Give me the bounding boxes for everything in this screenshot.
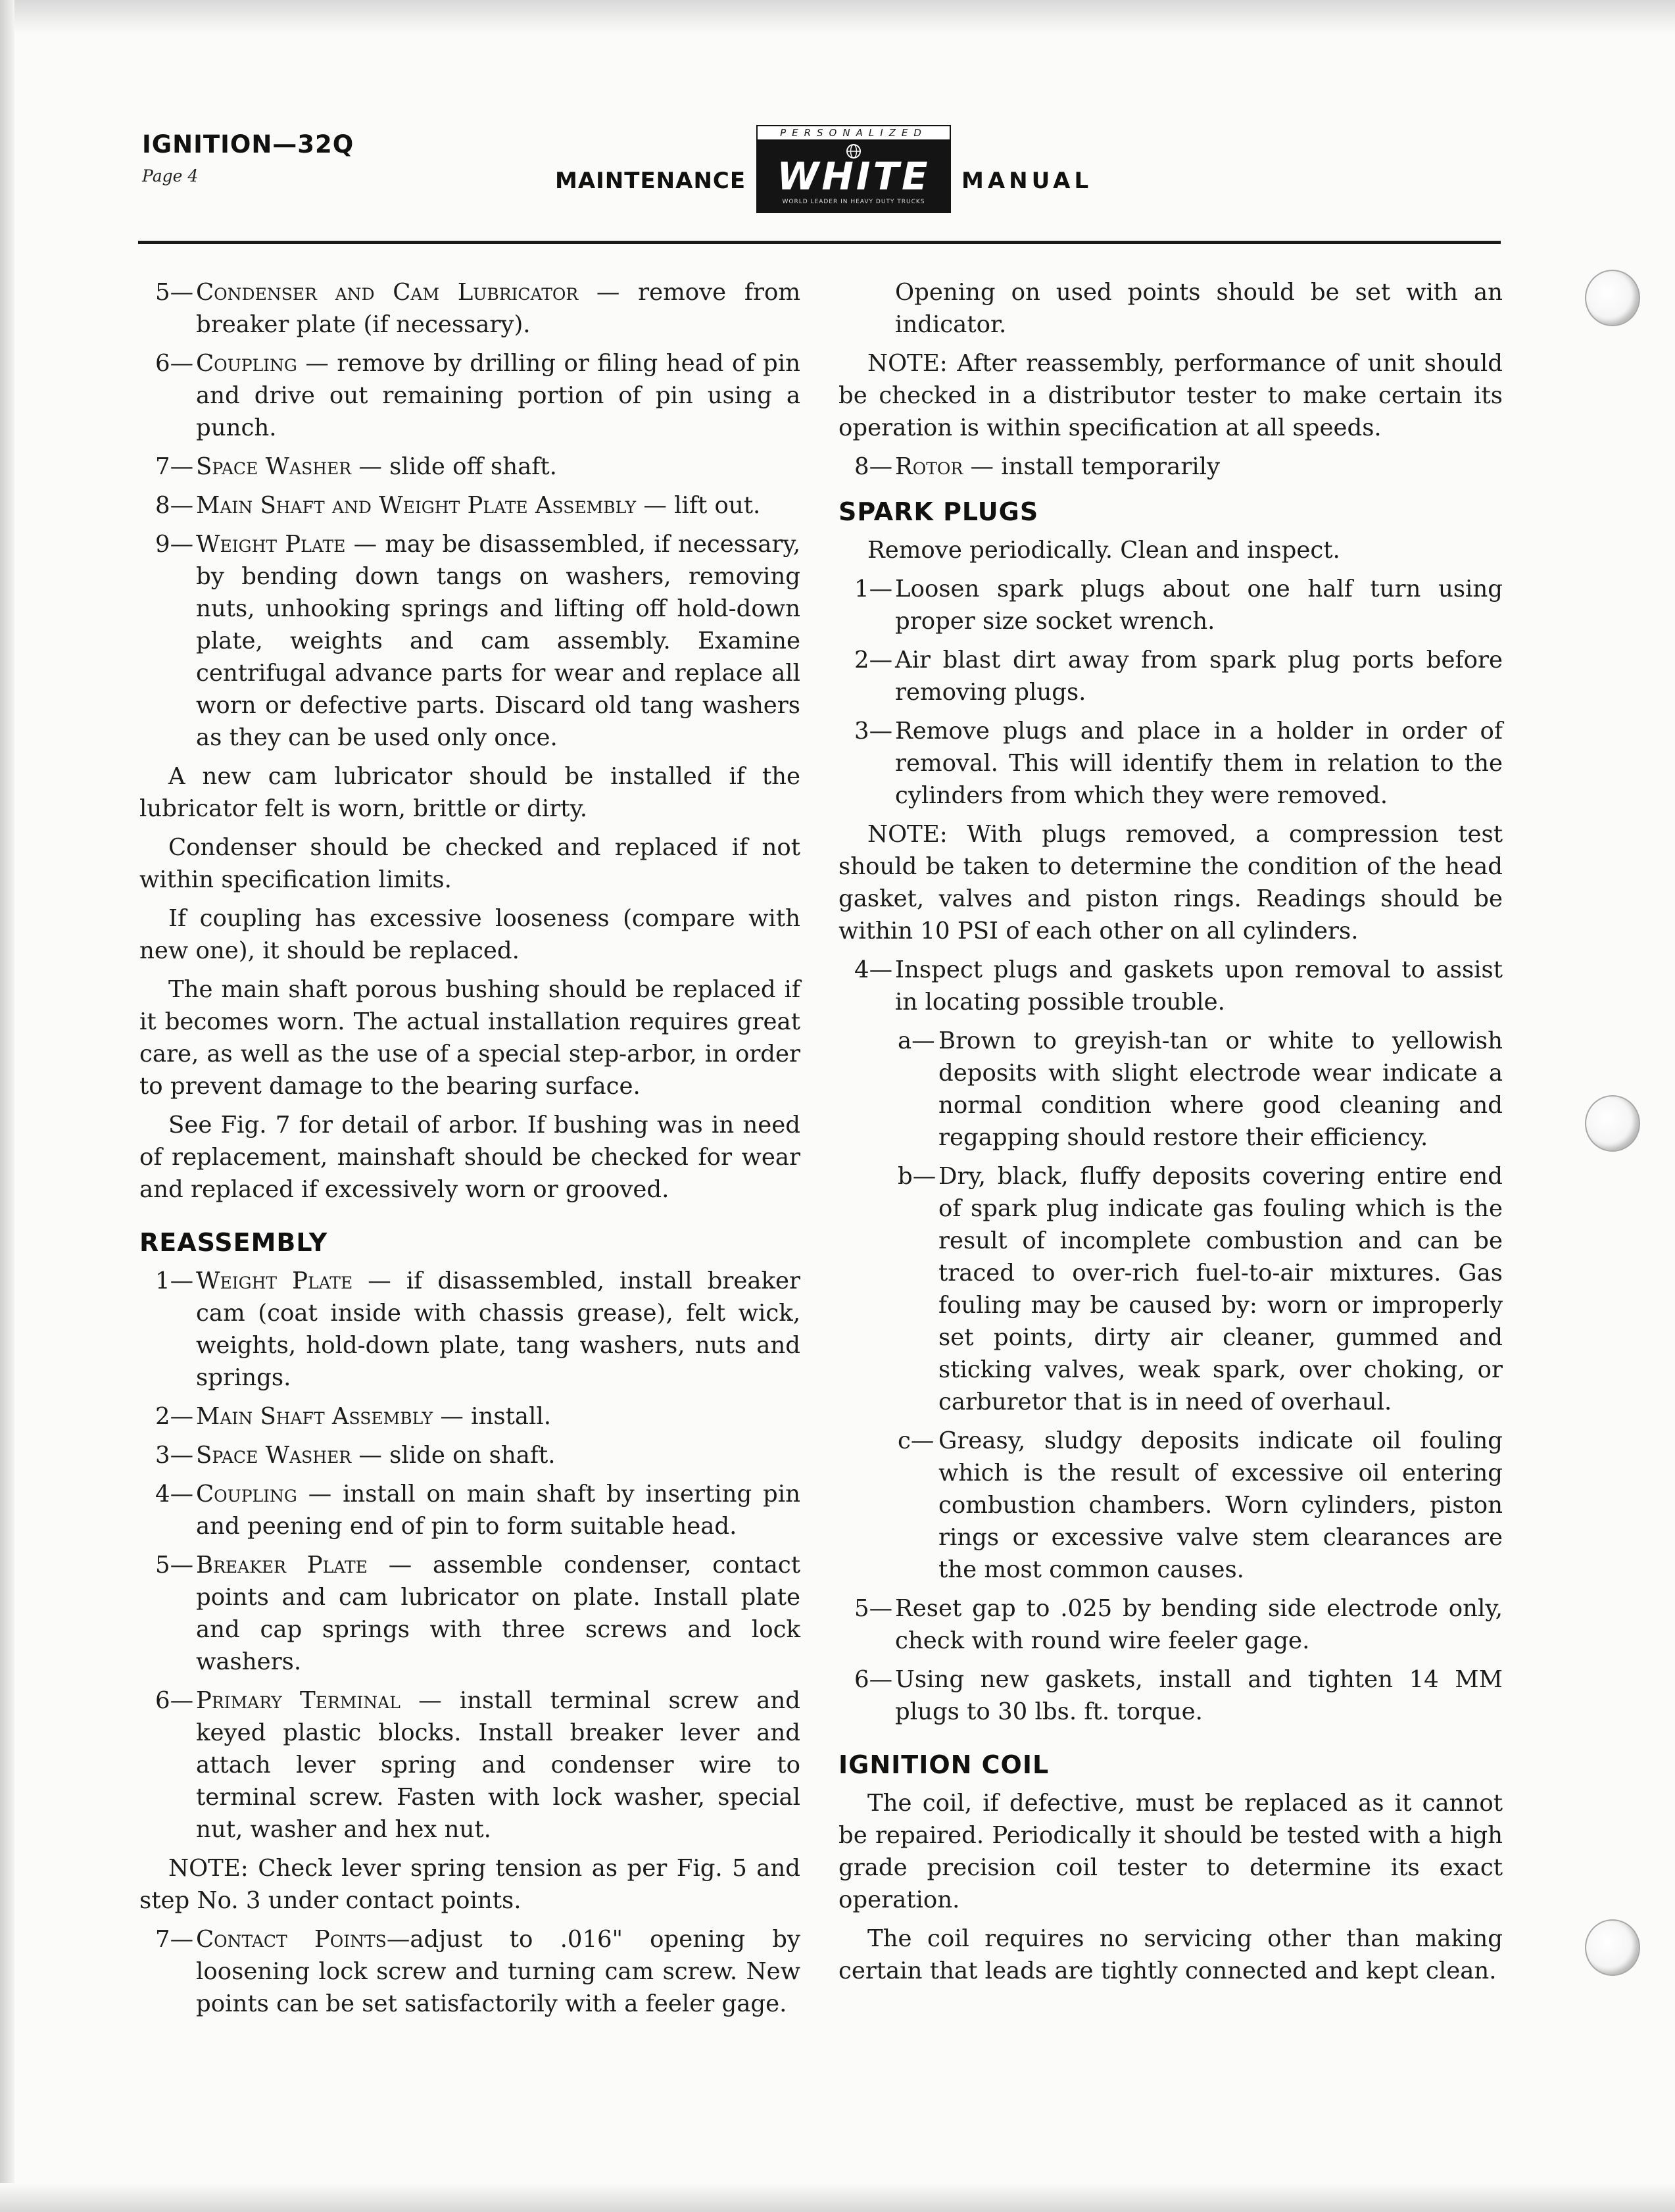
step-term: Main Shaft Assembly [196, 1403, 433, 1430]
step-text: Air blast dirt away from spark plug ports before removing plugs. [895, 647, 1503, 706]
header-manual: MANUAL [961, 168, 1093, 194]
step-text: — if disassembled, install breaker cam (coat inside with chassis grease), felt wick, weights, hold-down plate, tang washers, nuts and springs. [196, 1267, 800, 1391]
scan-shadow-left [0, 0, 14, 2212]
reassembly-step [139, 1439, 800, 1471]
section-header [142, 130, 354, 185]
step-term: Contact Points [196, 1926, 387, 1953]
step-term: Weight Plate [196, 1267, 353, 1294]
step-text: — install temporarily [963, 453, 1221, 480]
paragraph: See Fig. 7 for detail of arbor. If bushing was in need of replacement, mainshaft should be checked for wear and replaced if excessively worn or grooved. [139, 1112, 800, 1203]
sub-text: Brown to greyish-tan or white to yellowish deposits with slight electrode wear indicate a normal condition where good cleaning and regapping should restore their efficiency. [938, 1027, 1503, 1151]
punch-hole-top [1585, 270, 1640, 326]
step-number: 3— [854, 718, 893, 745]
header-maintenance: MAINTENANCE [555, 168, 746, 194]
step-text: — install terminal screw and keyed plastic blocks. Install breaker lever and attach lever spring and condenser wire to terminal screw. Fasten with lock washer, special nut, washer and hex nut. [196, 1687, 801, 1843]
step-number: 9— [155, 531, 194, 558]
step-number: 1— [854, 576, 893, 602]
step-number: 2— [155, 1403, 194, 1430]
step-number: 5— [854, 1595, 893, 1622]
spark-plug-step [838, 644, 1503, 708]
step-text: — lift out. [636, 492, 761, 519]
step-text: Loosen spark plugs about one half turn using proper size socket wrench. [895, 576, 1503, 635]
step-number: 1— [155, 1267, 194, 1294]
scan-shadow-top [0, 0, 1675, 34]
step-number: 6— [155, 1687, 194, 1714]
page-number: Page 4 [142, 166, 199, 185]
paragraph: Condenser should be checked and replaced if not within specification limits. [139, 834, 800, 893]
step-term: Space Washer [196, 453, 352, 480]
step-text: — assemble condenser, contact points and cam lubricator on plate. Install plate and cap springs with three screws and lock washers. [196, 1552, 800, 1675]
reassembly-step [139, 1923, 800, 2020]
header-rule [138, 241, 1501, 244]
reassembly-step [838, 451, 1503, 483]
punch-hole-bottom [1585, 1919, 1640, 1976]
step-term: Condenser and Cam Lubricator [196, 279, 579, 306]
step-text: — slide on shaft. [351, 1442, 556, 1469]
step-text: Inspect plugs and gaskets upon removal to assist in locating possible trouble. [895, 956, 1503, 1016]
step-text: Reset gap to .025 by bending side electrode only, check with round wire feeler gage. [895, 1595, 1503, 1654]
spark-plug-step [838, 1592, 1503, 1657]
step-number: 7— [155, 1926, 194, 1953]
logo-body [756, 141, 951, 213]
reassembly-step [139, 1265, 800, 1394]
paragraph: The coil, if defective, must be replaced as it cannot be repaired. Periodically it should be tested with a high grade precision coil tester to determine its exact operation. [838, 1790, 1503, 1913]
step-number: 6— [155, 350, 194, 377]
note-paragraph: NOTE: After reassembly, performance of unit should be checked in a distributor tester to make certain its operation is within specification at all speeds. [838, 350, 1503, 441]
step-number: 5— [155, 279, 194, 306]
step-term: Primary Terminal [196, 1687, 401, 1714]
step-text: — install on main shaft by inserting pin and peening end of pin to form suitable head. [196, 1481, 800, 1540]
reassembly-step [139, 1684, 800, 1846]
sub-letter: b— [898, 1163, 936, 1190]
step-term: Breaker Plate [196, 1552, 368, 1579]
disassembly-step [139, 528, 800, 754]
step-number: 4— [155, 1481, 194, 1508]
step-term: Weight Plate [196, 531, 346, 558]
step-text: — slide off shaft. [351, 453, 557, 480]
sub-letter: c— [898, 1427, 935, 1454]
reassembly-step [139, 1400, 800, 1433]
step-number: 6— [854, 1666, 893, 1693]
spark-plug-step [838, 1663, 1503, 1728]
step-text: Remove plugs and place in a holder in order of removal. This will identify them in relation to the cylinders from which they were removed. [895, 718, 1503, 809]
step-number: 5— [155, 1552, 194, 1579]
paragraph: If coupling has excessive looseness (compare with new one), it should be replaced. [139, 905, 800, 964]
section-title: IGNITION—32Q [142, 130, 354, 159]
step-text: — remove by drilling or filing head of pin and drive out remaining portion of pin using a punch. [196, 350, 800, 441]
step-text: — may be disassembled, if necessary, by bending down tangs on washers, removing nuts, unhooking springs and lifting off hold-down plate, weights and cam assembly. Examine centrifugal advance parts for wear and replace all worn or defective parts. Discard old tang washers as they can be used only once. [196, 531, 800, 751]
continued-text: Opening on used points should be set with an indicator. [895, 279, 1503, 338]
deposit-condition [838, 1425, 1503, 1586]
disassembly-step [139, 451, 800, 483]
note-paragraph: NOTE: With plugs removed, a compression test should be taken to determine the condition of the head gasket, valves and piston rings. Readings should be within 10 PSI of each other on all cylinders. [838, 821, 1503, 945]
step-term: Space Washer [196, 1442, 352, 1469]
step-text: — install. [433, 1403, 552, 1430]
note-paragraph: NOTE: Check lever spring tension as per Fig. 5 and step No. 3 under contact points. [139, 1855, 800, 1914]
ignition-coil-heading: IGNITION COIL [838, 1750, 1050, 1779]
deposit-condition [838, 1160, 1503, 1418]
paragraph: The coil requires no servicing other than making certain that leads are tightly connected and kept clean. [838, 1925, 1503, 1984]
logo-tagline: WORLD LEADER IN HEAVY DUTY TRUCKS [782, 199, 925, 205]
step-number: 8— [854, 453, 893, 480]
logo-personalized: PERSONALIZED [756, 125, 951, 141]
reassembly-heading: REASSEMBLY [139, 1228, 328, 1257]
reassembly-step [139, 1478, 800, 1542]
spark-plug-step [838, 715, 1503, 812]
paragraph: The main shaft porous bushing should be replaced if it becomes worn. The actual installation requires great care, as well as the use of a special step-arbor, in order to prevent damage to the bearing surface. [139, 976, 800, 1100]
left-column [139, 276, 800, 2027]
disassembly-step [139, 489, 800, 522]
sub-text: Greasy, sludgy deposits indicate oil fouling which is the result of excessive oil entering combustion chambers. Worn cylinders, piston rings or excessive valve stem clearances are the most common causes. [938, 1427, 1503, 1583]
reassembly-step [139, 1549, 800, 1678]
step-number: 8— [155, 492, 194, 519]
step-term: Main Shaft and Weight Plate Assembly [196, 492, 637, 519]
step-term: Rotor [895, 453, 963, 480]
scan-shadow-bottom [0, 2183, 1675, 2212]
sub-text: Dry, black, fluffy deposits covering entire end of spark plug indicate gas fouling which is the result of incomplete combustion and can be traced to over-rich fuel-to-air mixtures. Gas fouling may be caused by: worn or improperly set points, dirty air cleaner, gummed and sticking valves, weak spark, over choking, or carburetor that is in need of overhaul. [938, 1163, 1503, 1415]
step-number: 2— [854, 647, 893, 674]
spark-plugs-heading: SPARK PLUGS [838, 497, 1039, 526]
step-term: Coupling [196, 1481, 297, 1508]
right-column [838, 276, 1503, 1994]
step-number: 4— [854, 956, 893, 983]
disassembly-step [139, 347, 800, 444]
paragraph: Remove periodically. Clean and inspect. [867, 537, 1340, 564]
step-text: —adjust to .016" opening by loosening lock screw and turning cam screw. New points can be set satisfactorily with a feeler gage. [196, 1926, 801, 2017]
step-number: 3— [155, 1442, 194, 1469]
step-number: 7— [155, 453, 194, 480]
sub-letter: a— [898, 1027, 935, 1054]
spark-plug-step [838, 573, 1503, 637]
spark-plug-step [838, 954, 1503, 1018]
step-text: Using new gaskets, install and tighten 14 MM plugs to 30 lbs. ft. torque. [895, 1666, 1503, 1725]
step-term: Coupling [196, 350, 297, 377]
deposit-condition [838, 1025, 1503, 1154]
white-logo [756, 125, 951, 217]
logo-wordmark: WHITE [777, 154, 931, 199]
disassembly-step [139, 276, 800, 341]
punch-hole-middle [1585, 1095, 1640, 1152]
step-text: — remove from breaker plate (if necessary). [196, 279, 800, 338]
paragraph: A new cam lubricator should be installed if the lubricator felt is worn, brittle or dirty. [139, 763, 800, 822]
